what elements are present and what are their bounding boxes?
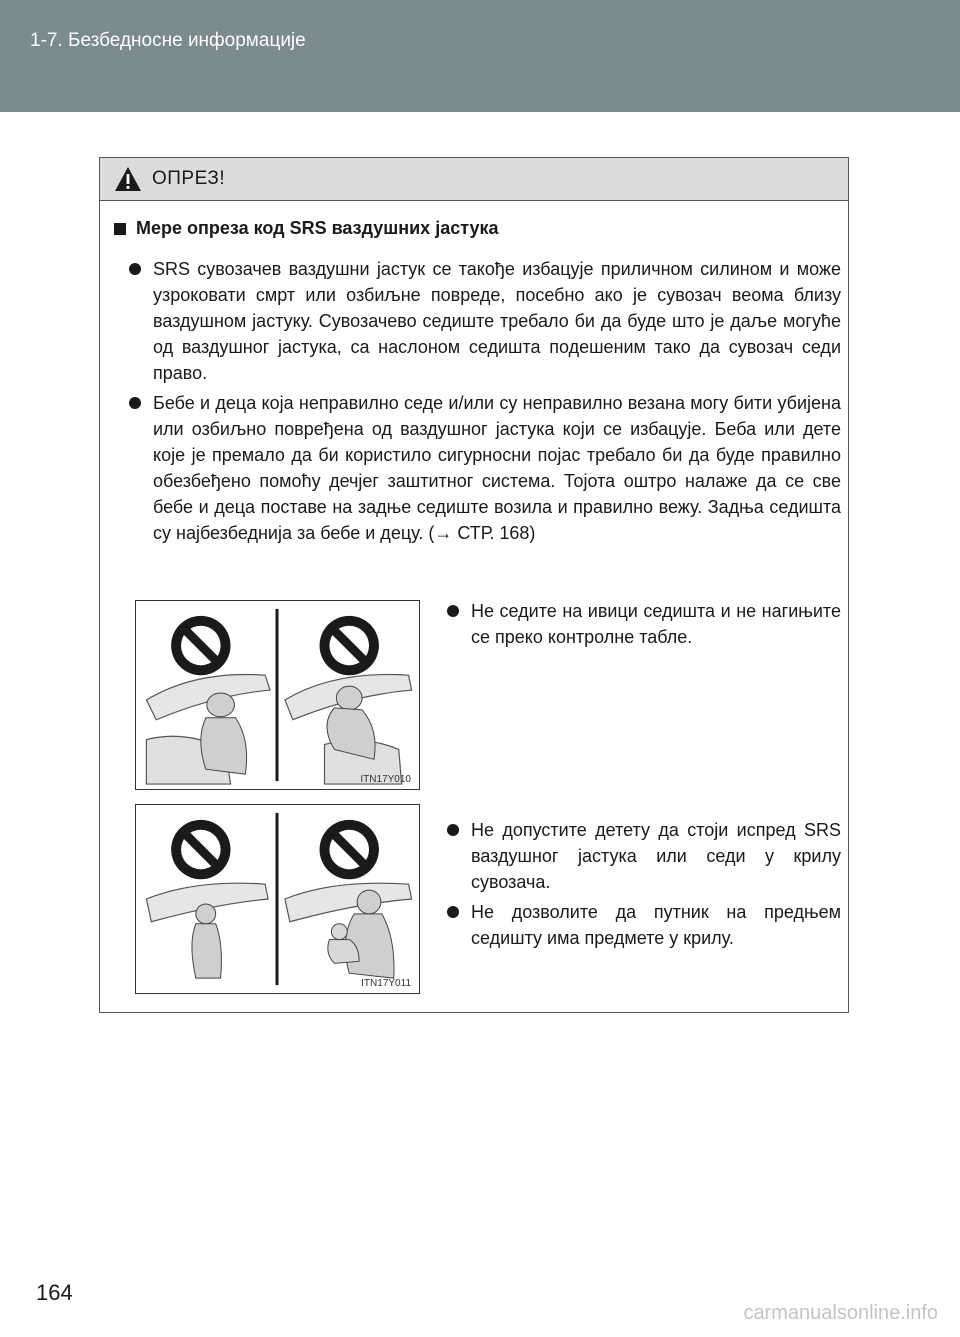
square-bullet-icon bbox=[114, 223, 126, 235]
bullet-item bbox=[153, 390, 841, 546]
bullet-item bbox=[471, 598, 841, 650]
warning-icon bbox=[114, 166, 142, 192]
bullet-dot-icon bbox=[447, 906, 459, 918]
illustration-child-on-lap bbox=[135, 804, 420, 994]
bullet-text: SRS сувозачев ваздушни јастук се такође избацује приличном силином и може узроковати смрт или озбиљне повреде, посебно ако је сувозач веома близу ваздушном јастуку. Сувозачево седиште требало би да буде што је даље могуће од ваздушног јастука, са наслоном седишта подешеним тако да сувозач седи право. bbox=[153, 259, 841, 383]
bullet-item bbox=[471, 817, 841, 895]
section-title bbox=[114, 218, 499, 239]
section-title-text: Мере опреза код SRS ваздушних јастука bbox=[136, 218, 499, 238]
section-heading: 1-7. Безбедносне информације bbox=[30, 30, 306, 51]
figure-code: ITN17Y010 bbox=[360, 774, 411, 785]
figure-code: ITN17Y011 bbox=[361, 978, 411, 989]
bullet-dot-icon bbox=[447, 824, 459, 836]
bullet-text: Бебе и деца која неправилно седе и/или су неправилно везана могу бити убијена или озбиљно повређена од ваздушног јастука који се избацује. Беба или дете које је премало да би користило сигурносни појас требало би да буде правилно обезбеђено помоћу дечјег заштитног система. Тојота оштро налаже да се све бебе и деца поставе на задње седиште возила и правилно вежу. Задња седишта су најбезбеднија за бебе и децу. (→ СТР. 168) bbox=[153, 393, 841, 543]
watermark-text: carmanualsonline.info bbox=[743, 1302, 938, 1324]
bullet-dot-icon bbox=[129, 397, 141, 409]
bullet-text: Не дозволите да путник на предњем седишту има предмете у крилу. bbox=[471, 902, 841, 948]
bullet-text: Не седите на ивици седишта и не нагињите се преко контролне табле. bbox=[471, 601, 841, 647]
bullet-item bbox=[153, 256, 841, 386]
illustration-leaning-on-dashboard bbox=[135, 600, 420, 790]
illustration-graphic bbox=[136, 601, 419, 789]
bullet-dot-icon bbox=[447, 605, 459, 617]
bullet-item bbox=[471, 899, 841, 951]
page-header bbox=[0, 0, 960, 112]
illustration-graphic bbox=[136, 805, 419, 993]
caution-box bbox=[99, 157, 849, 1013]
caution-title: ОПРЕЗ! bbox=[152, 168, 226, 189]
page-number: 164 bbox=[36, 1280, 73, 1305]
bullet-dot-icon bbox=[129, 263, 141, 275]
caution-header bbox=[100, 158, 848, 201]
bullet-text: Не допустите детету да стоји испред SRS ваздушног јастука или седи у крилу сувозача. bbox=[471, 820, 841, 892]
